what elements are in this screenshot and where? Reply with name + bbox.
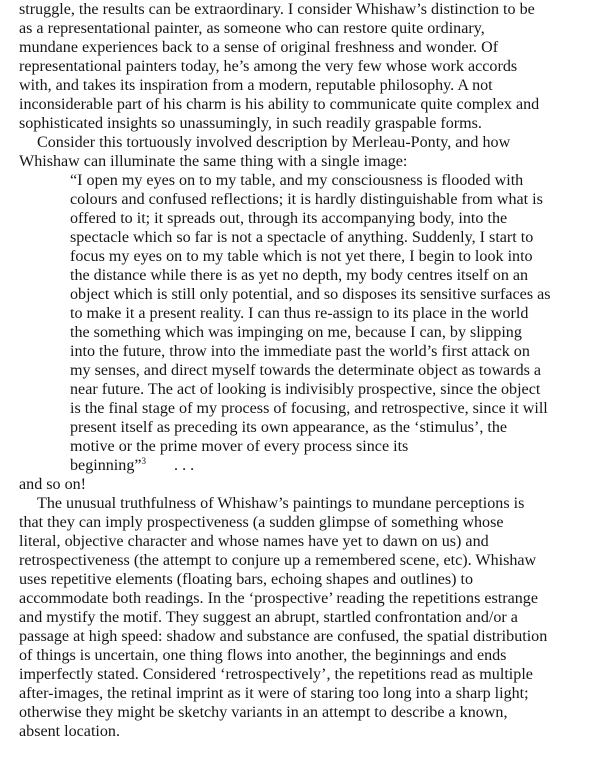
text-line: Whishaw can illuminate the same thing with a single image: (19, 153, 408, 170)
quote-line: focus my eyes on to my table which is not yet there, I begin to look into (70, 248, 533, 265)
quote-line: is the final stage of my process of focusing, and retrospective, since it will (70, 400, 548, 417)
text-line: absent location. (19, 723, 121, 740)
text-line: sophisticated insights so unassumingly, in such readily graspable forms. (19, 115, 482, 132)
text-line: retrospectiveness (the attempt to conjure up a remembered scene, etc). Whishaw (19, 552, 537, 569)
text-line: literal, objective character and whose names have yet to dawn on us) and (19, 533, 489, 550)
ellipsis: . . . (174, 457, 195, 474)
quote-line: offered to it; it spreads out, through its accompanying body, into the (70, 210, 508, 227)
quote-line: colours and confused reflections; it is hardly distinguishable from what is (70, 191, 543, 208)
text-line: passage at high speed: shadow and substance are confused, the spatial distribution (19, 628, 548, 645)
text-line: The unusual truthfulness of Whishaw’s paintings to mundane perceptions is (37, 495, 525, 512)
text-line: struggle, the results can be extraordinary. I consider Whishaw’s distinction to be (19, 1, 535, 18)
text-line: Consider this tortuously involved description by Merleau-Ponty, and how (37, 134, 511, 151)
quote-line: “I open my eyes on to my table, and my consciousness is flooded with (70, 172, 524, 189)
quote-line: near future. The act of looking is indivisibly prospective, since the object (70, 381, 541, 398)
text-line: with, and takes its inspiration from a modern, reputable philosophy. A not (19, 77, 493, 94)
text-line: as a representational painter, as someone who can restore quite ordinary, (19, 20, 485, 37)
text-line: after-images, the retinal imprint as it were of staring too long into a sharp light; (19, 685, 529, 702)
quote-line: my senses, and direct myself towards the determinate object as towards a (70, 362, 542, 379)
text-line: uses repetitive elements (floating bars, echoing shapes and outlines) to (19, 571, 474, 588)
text-line: otherwise they might be sketchy variants in an attempt to describe a known, (19, 704, 508, 721)
quote-line-last (70, 456, 194, 475)
quote-line: the distance while there is as yet no depth, my body centres itself on an (70, 267, 529, 284)
continuation-line: and so on! (19, 476, 87, 493)
text-line: accommodate both readings. In the ‘prospective’ reading the repetitions estrange (19, 590, 538, 607)
quote-line: motive or the prime mover of every process since its (70, 438, 409, 455)
quote-end-text: beginning” (70, 457, 142, 474)
quote-line: the something which was impinging on me, because I can, by slipping (70, 324, 522, 341)
quote-line: to make it a present reality. I can thus re-assign to its place in the world (70, 305, 529, 322)
footnote-marker: 3 (141, 456, 147, 466)
text-line: inconsiderable part of his charm is his ability to communicate quite complex and (19, 96, 540, 113)
quote-line: object which is still only potential, and so disposes its sensitive surfaces as (70, 286, 551, 303)
quote-line: present itself as preceding its own appearance, as the ‘stimulus’, the (70, 419, 508, 436)
text-line: representational painters today, he’s among the very few whose work accords (19, 58, 518, 75)
quote-line: into the future, throw into the immediate past the world’s first attack on (70, 343, 530, 360)
quote-line: spectacle which so far is not a spectacle of anything. Suddenly, I start to (70, 229, 534, 246)
text-line: and mystify the motif. They suggest an abrupt, startled confrontation and/or a (19, 609, 518, 626)
text-line: mundane experiences back to a sense of original freshness and wonder. Of (19, 39, 499, 56)
text-line: imperfectly stated. Considered ‘retrospectively’, the repetitions read as multiple (19, 666, 533, 683)
text-line: of things is uncertain, one thing flows into another, the beginnings and ends (19, 647, 507, 664)
text-line: that they can imply prospectiveness (a sudden glimpse of something whose (19, 514, 504, 531)
